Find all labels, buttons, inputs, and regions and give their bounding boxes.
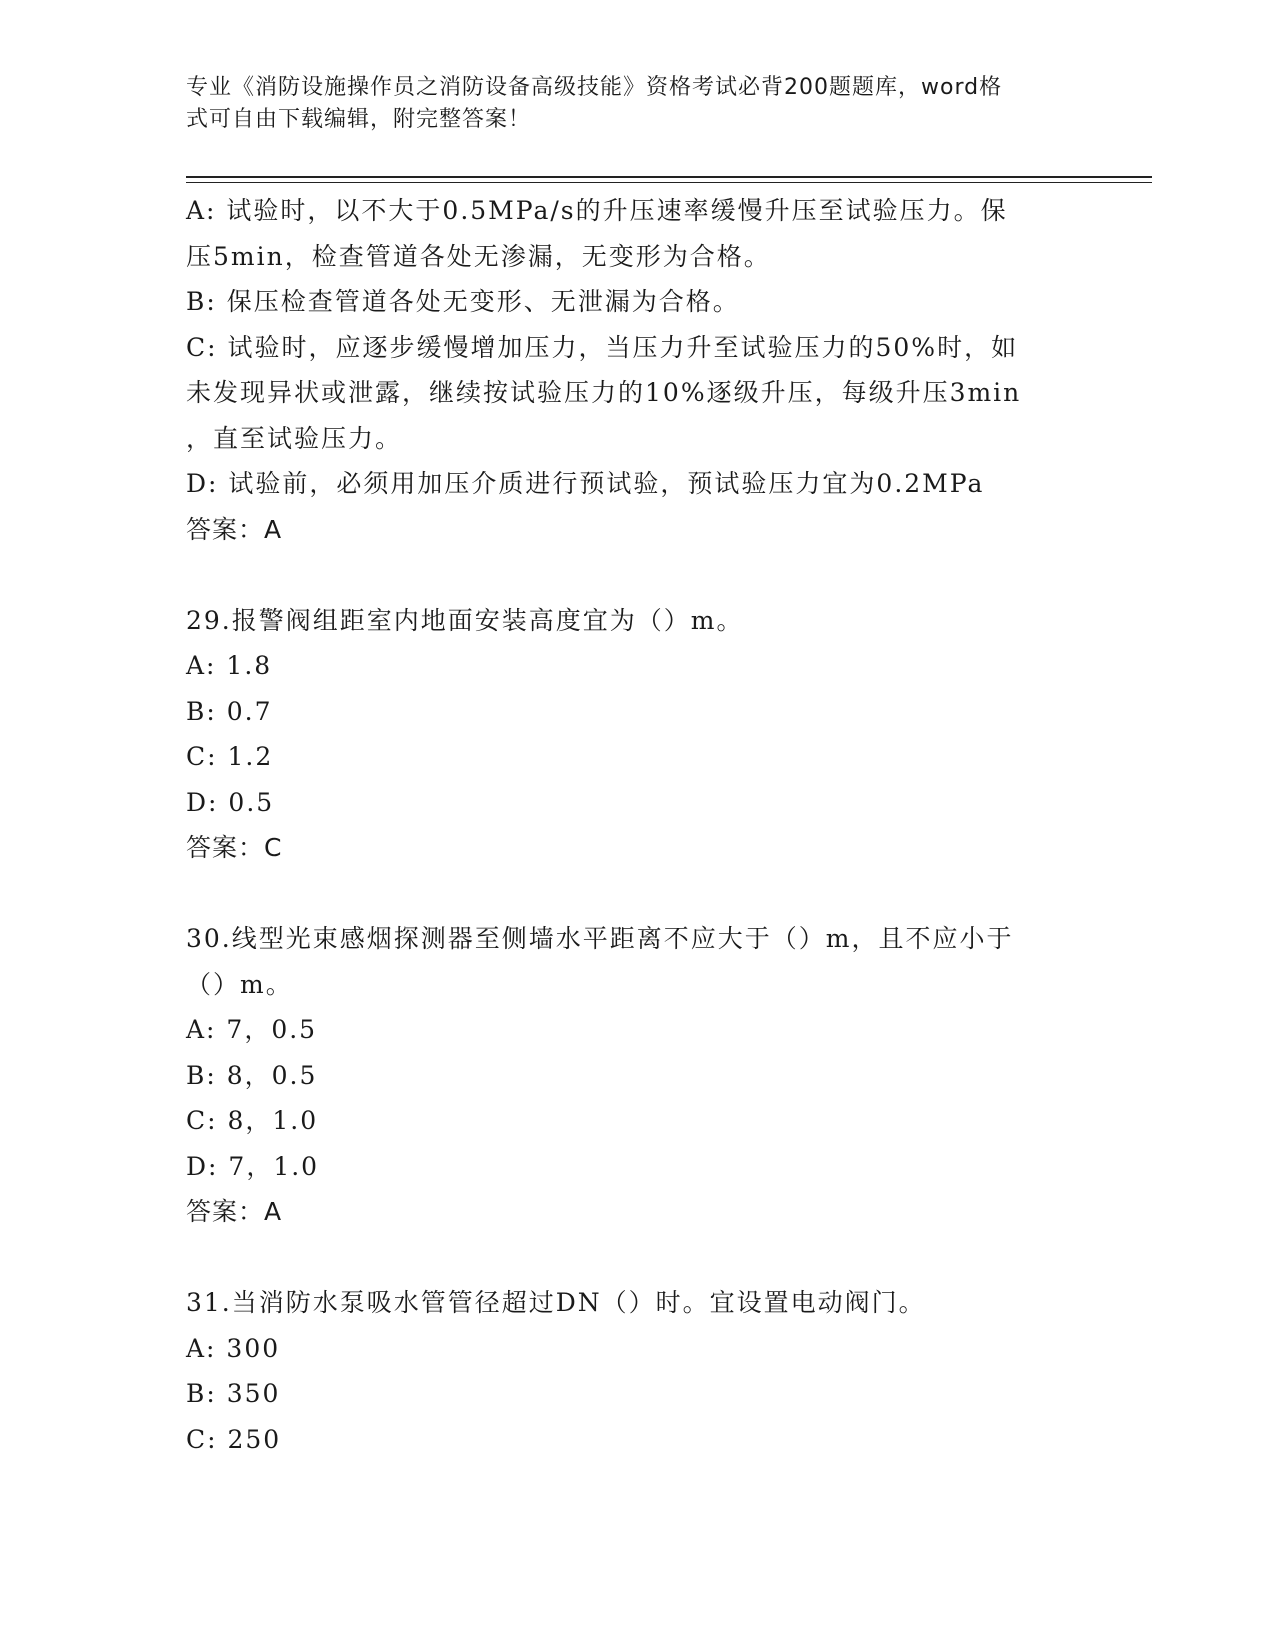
question-30 — [186, 916, 1066, 1235]
option-a: A: 300 — [186, 1333, 281, 1363]
question-29 — [186, 598, 1066, 871]
header-divider-thick — [186, 176, 1152, 178]
question-stem-line-1: 30.线型光束感烟探测器至侧墙水平距离不应大于（）m，且不应小于 — [186, 924, 1014, 953]
option-d: D: 0.5 — [186, 787, 275, 817]
option-c-line-3: ，直至试验压力。 — [186, 423, 403, 453]
option-b: B: 8，0.5 — [186, 1060, 318, 1090]
option-a: A: 7，0.5 — [186, 1015, 318, 1044]
option-c: C: 1.2 — [186, 742, 274, 771]
option-d: D: 7，1.0 — [186, 1151, 320, 1181]
question-list — [186, 188, 1066, 1462]
question-28-options — [186, 188, 1066, 552]
option-b: B: 0.7 — [186, 696, 273, 726]
answer-label: 答案：A — [186, 514, 283, 544]
document-header — [186, 72, 1066, 136]
option-a: A: 1.8 — [186, 651, 273, 680]
answer-label: 答案：A — [186, 1197, 283, 1226]
option-b: B: 保压检查管道各处无变形、无泄漏为合格。 — [186, 287, 740, 316]
answer-label: 答案：C — [186, 833, 283, 862]
question-stem-line-2: （）m。 — [186, 969, 293, 999]
option-c: C: 8，1.0 — [186, 1106, 319, 1135]
option-c: C: 250 — [186, 1424, 282, 1454]
spacer — [186, 552, 1066, 598]
option-a-line-2: 压5min，检查管道各处无渗漏，无变形为合格。 — [186, 241, 771, 271]
option-d: D: 试验前，必须用加压介质进行预试验，预试验压力宜为0.2MPa — [186, 469, 985, 498]
spacer — [186, 1235, 1066, 1281]
spacer — [186, 871, 1066, 917]
question-31 — [186, 1280, 1066, 1462]
option-b: B: 350 — [186, 1379, 281, 1408]
header-divider-thin — [186, 182, 1152, 183]
question-stem: 31.当消防水泵吸水管管径超过DN（）时。宜设置电动阀门。 — [186, 1288, 926, 1317]
question-stem: 29.报警阀组距室内地面安装高度宜为（）m。 — [186, 605, 744, 635]
option-a-line-1: A: 试验时，以不大于0.5MPa/s的升压速率缓慢升压至试验压力。保 — [186, 196, 1008, 225]
option-c-line-1: C: 试验时，应逐步缓慢增加压力，当压力升至试验压力的50%时，如 — [186, 332, 1019, 362]
header-line-2: 式可自由下载编辑，附完整答案！ — [186, 107, 532, 132]
option-c-line-2: 未发现异状或泄露，继续按试验压力的10%逐级升压，每级升压3min — [186, 378, 1022, 407]
header-line-1: 专业《消防设施操作员之消防设备高级技能》资格考试必背200题题库，word格 — [186, 75, 1003, 100]
